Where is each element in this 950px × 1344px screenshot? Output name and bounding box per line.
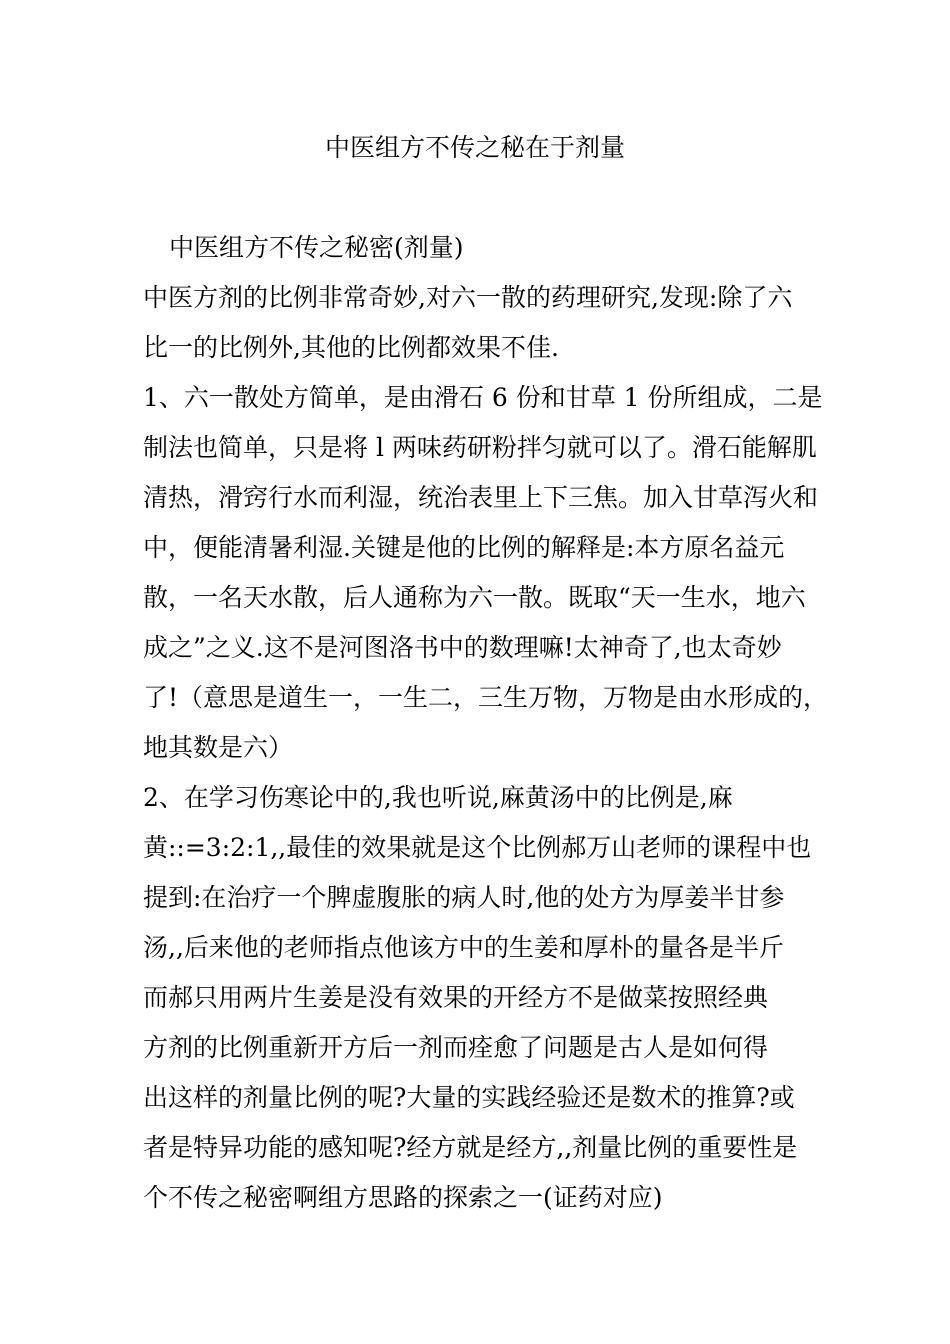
paragraph-line: 中，便能清暑利湿.关键是他的比例的解释是:本方原名益元 [143,533,785,562]
paragraph-line: 出这样的剂量比例的呢?大量的实践经验还是数术的推算?或 [143,1083,795,1112]
paragraph-line: 地其数是六） [143,733,294,762]
paragraph-line: 成之”之义.这不是河图洛书中的数理嘛!太神奇了,也太奇妙 [143,633,782,662]
paragraph-line: 个不传之秘密啊组方思路的探索之一(证药对应) [143,1183,663,1212]
paragraph-line: 散，一名天水散，后人通称为六一散。既取“天一生水，地六 [143,583,806,612]
paragraph-line: 黄::=3:2:1,,最佳的效果就是这个比例郝万山老师的课程中也 [143,833,812,862]
paragraph-line: 比一的比例外,其他的比例都效果不佳. [143,333,559,362]
paragraph-line: 汤,,后来他的老师指点他该方中的生姜和厚朴的量各是半斤 [143,933,784,962]
paragraph-line: 者是特异功能的感知呢?经方就是经方,,剂量比例的重要性是 [143,1133,798,1162]
paragraph-line: 中医方剂的比例非常奇妙,对六一散的药理研究,发现:除了六 [143,283,793,312]
paragraph-line: 方剂的比例重新开方后一剂而痊愈了问题是古人是如何得 [143,1033,769,1062]
paragraph-line: 2、在学习伤寒论中的,我也听说,麻黄汤中的比例是,麻 [143,783,733,812]
paragraph-line: 清热，滑窍行水而利湿，统治表里上下三焦。加入甘草泻火和 [143,483,819,512]
paragraph-line: 1、六一散处方简单，是由滑石 6 份和甘草 1 份所组成，二是 [143,383,823,412]
paragraph-line: 而郝只用两片生姜是没有效果的开经方不是做菜按照经典 [143,983,769,1012]
paragraph-line: 了!（意思是道生一，一生二，三生万物，万物是由水形成的， [143,683,829,712]
paragraph-line: 制法也简单，只是将 l 两味药研粉拌匀就可以了。滑石能解肌 [143,433,817,462]
document-body [143,230,829,1230]
document-title: 中医组方不传之秘在于剂量 [324,133,625,162]
subtitle-line: 中医组方不传之秘密(剂量) [169,233,464,262]
paragraph-line: 提到:在治疗一个脾虚腹胀的病人时,他的处方为厚姜半甘参 [143,883,785,912]
